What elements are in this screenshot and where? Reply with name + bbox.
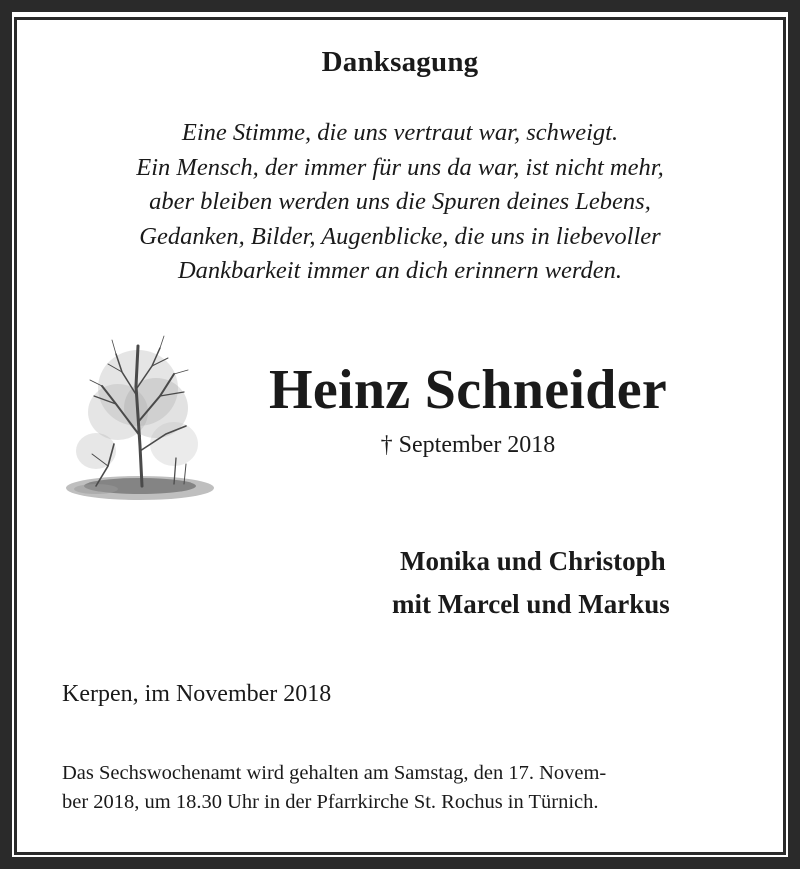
cross-symbol: †	[380, 432, 393, 458]
tree-illustration-icon	[56, 326, 220, 516]
deceased-name: Heinz Schneider	[268, 359, 668, 421]
death-date-line	[350, 432, 586, 459]
verse	[0, 116, 800, 289]
verse-line: Eine Stimme, die uns vertraut war, schweigt.	[181, 119, 619, 146]
notice-line: Das Sechswochenamt wird gehalten am Samstag, den 17. Novem-	[62, 762, 607, 784]
verse-line: Ein Mensch, der immer für uns da war, ist nicht mehr,	[136, 153, 664, 181]
verse-line: Gedanken, Bilder, Augenblicke, die uns in liebevoller	[139, 222, 661, 250]
verse-line: Dankbarkeit immer an dich erinnern werden.	[177, 257, 623, 284]
family-line: Monika und Christoph	[400, 546, 666, 576]
heading: Danksagung	[321, 46, 479, 78]
family-line: mit Marcel und Markus	[392, 589, 670, 619]
notice-line: ber 2018, um 18.30 Uhr in der Pfarrkirche St. Rochus in Türnich.	[62, 791, 599, 813]
family-signature	[392, 540, 752, 626]
service-notice	[62, 759, 742, 817]
verse-line: aber bleiben werden uns die Spuren deines Lebens,	[149, 188, 651, 215]
place-date: Kerpen, im November 2018	[62, 681, 332, 707]
death-date: September 2018	[398, 432, 556, 458]
